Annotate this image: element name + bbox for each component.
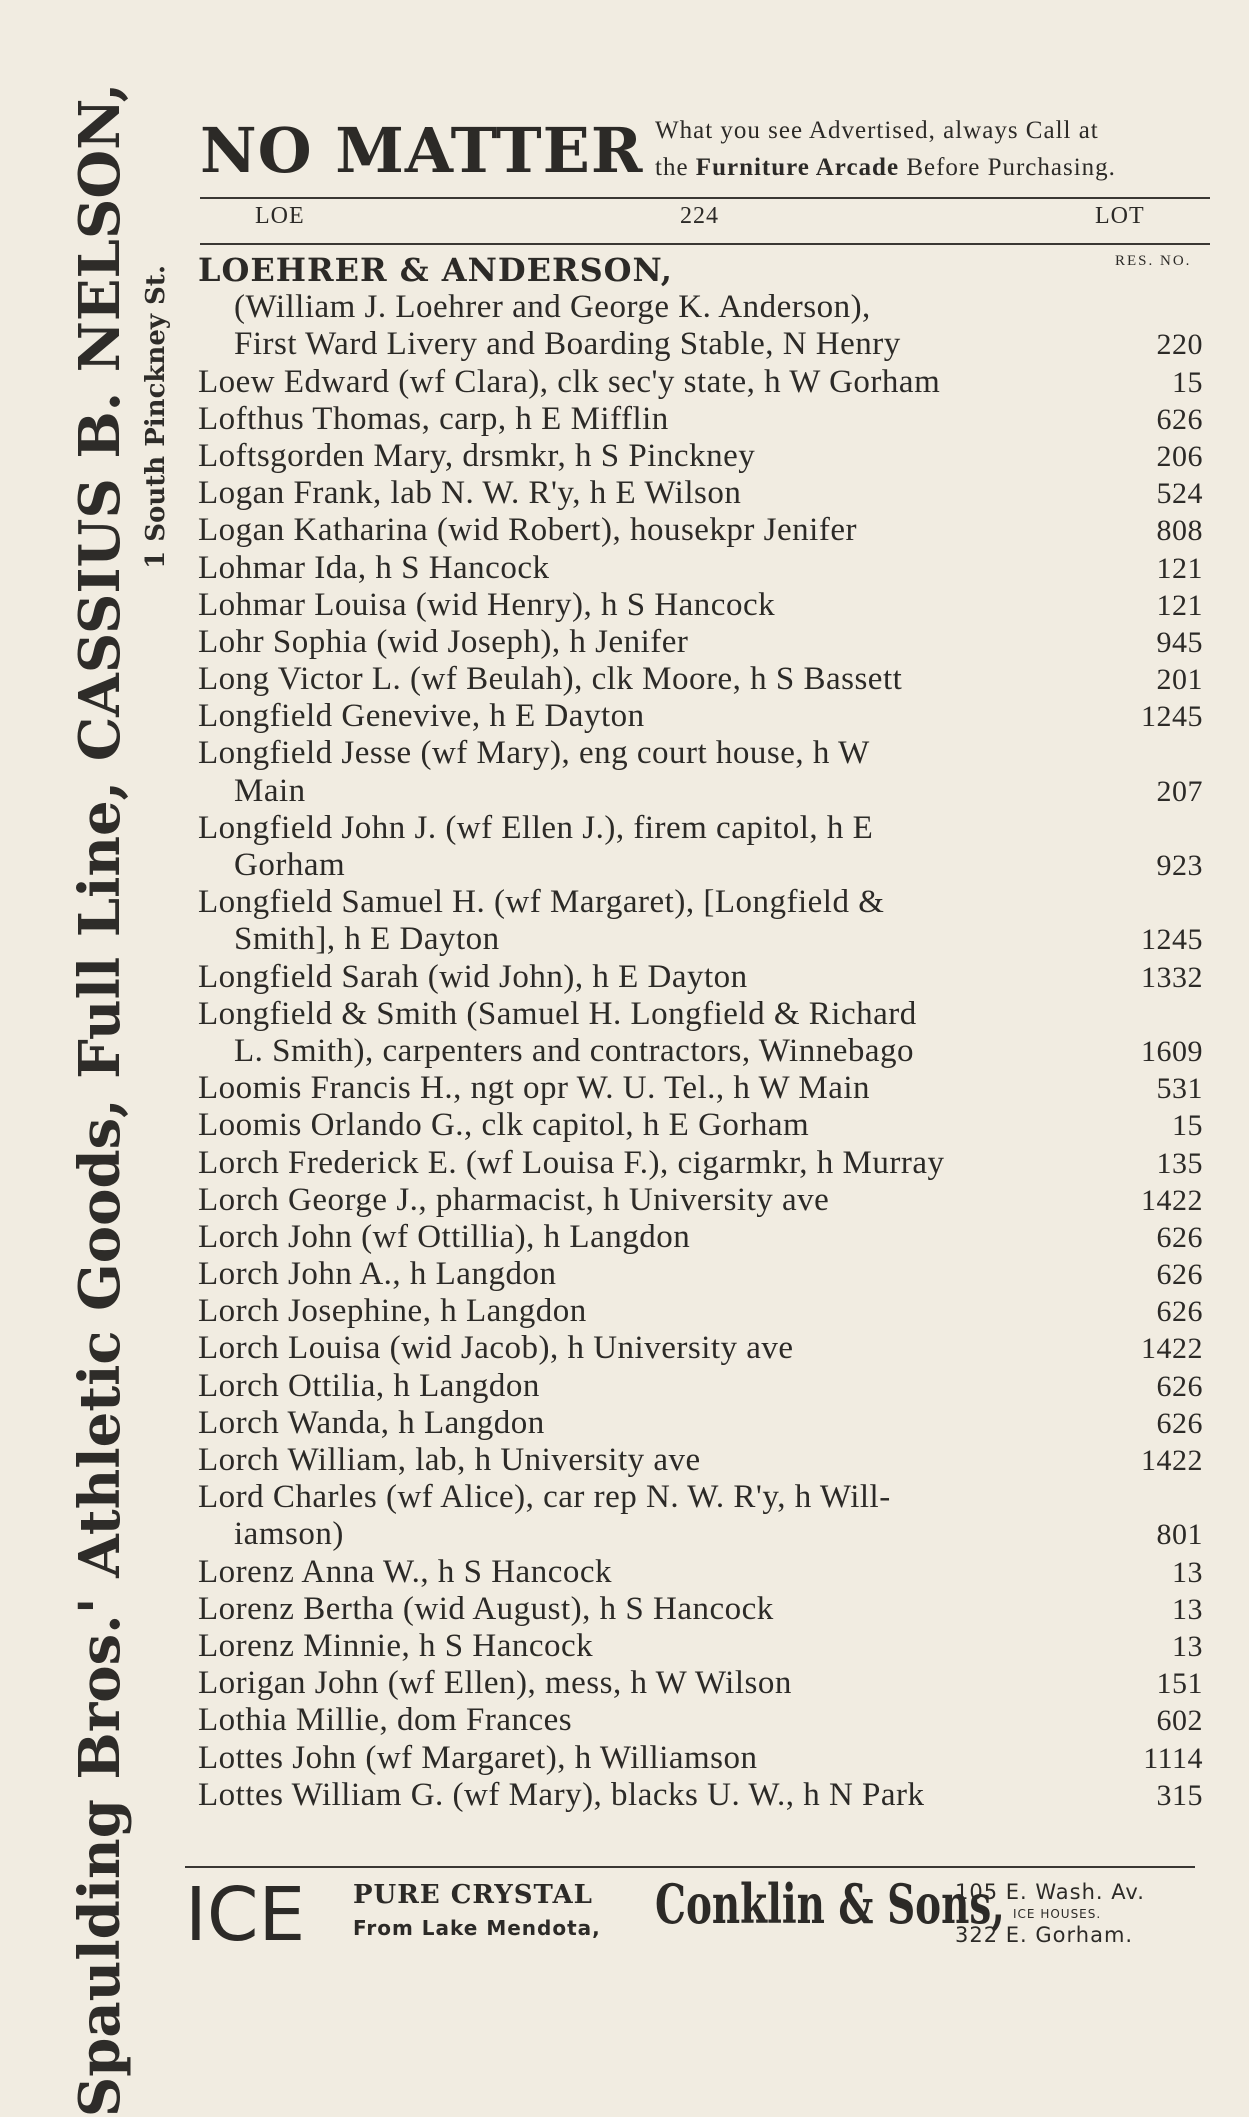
directory-entry [0, 1740, 1249, 1777]
entry-residence-number: 923 [1156, 849, 1203, 882]
res-no-label: RES. NO. [1115, 253, 1192, 269]
entry-text: Lothia Millie, dom Frances [198, 1702, 573, 1739]
directory-entry [0, 1070, 1249, 1107]
directory-entries [0, 252, 1249, 1814]
entry-text: Longfield John J. (wf Ellen J.), firem capitol, h E [198, 809, 874, 846]
ad-pure-crystal: PURE CRYSTAL [353, 1880, 593, 1910]
entry-residence-number: 626 [1156, 1369, 1203, 1403]
entry-residence-number: 626 [1156, 1295, 1203, 1329]
entry-residence-number: 626 [1156, 1406, 1203, 1440]
ad-ice: ICE [185, 1872, 306, 1958]
entry-residence-number: 15 [1172, 1109, 1203, 1143]
entry-text: Loew Edward (wf Clara), clk sec'y state, h W Gorham [198, 363, 941, 400]
entry-residence-number: 121 [1156, 551, 1203, 585]
header-rule-bottom [200, 243, 1210, 245]
entry-residence-number: 1609 [1141, 1034, 1203, 1068]
entry-residence-number: 201 [1156, 663, 1203, 697]
entry-text: Lohmar Ida, h S Hancock [198, 549, 550, 586]
entry-text: Lohr Sophia (wid Joseph), h Jenifer [198, 623, 689, 660]
directory-entry [0, 959, 1249, 996]
ad-from-lake: From Lake Mendota, [353, 1916, 601, 1940]
entry-text: Longfield & Smith (Samuel H. Longfield & Richard [198, 995, 917, 1032]
entry-residence-number: 808 [1156, 514, 1203, 548]
directory-entry [0, 326, 1249, 363]
header-rule-top [200, 197, 1210, 199]
entry-residence-number: 626 [1156, 402, 1203, 436]
top-advertisement [200, 112, 1210, 197]
entry-text: Lorch Ottilia, h Langdon [198, 1367, 540, 1404]
directory-entry [0, 996, 1249, 1033]
entry-residence-number: 1422 [1141, 1183, 1203, 1217]
side-ad-address: 1 South Pinckney St. [141, 265, 171, 569]
entry-text: iamson) [234, 1516, 344, 1553]
directory-entry [0, 1293, 1249, 1330]
ad-line-2 [655, 154, 1116, 182]
entry-text: Longfield Jesse (wf Mary), eng court house, h W [198, 735, 870, 772]
ad-address-1: 105 E. Wash. Av. [955, 1880, 1145, 1904]
entry-residence-number: 15 [1172, 365, 1203, 399]
entry-text: Lottes John (wf Margaret), h Williamson [198, 1739, 758, 1776]
entry-text: Lottes William G. (wf Mary), blacks U. W., h N Park [198, 1776, 925, 1813]
entry-residence-number: 206 [1156, 439, 1203, 473]
directory-entry [0, 1628, 1249, 1665]
directory-entry [0, 735, 1249, 772]
entry-text: Longfield Genevive, h E Dayton [198, 698, 645, 735]
directory-entry [0, 921, 1249, 958]
directory-entry [0, 364, 1249, 401]
entry-residence-number: 315 [1156, 1778, 1203, 1812]
entry-residence-number: 1422 [1141, 1332, 1203, 1366]
entry-text: First Ward Livery and Boarding Stable, N Henry [234, 326, 901, 363]
directory-entry [0, 587, 1249, 624]
ad-line-2-post: Before Purchasing. [906, 154, 1116, 181]
directory-entry [0, 289, 1249, 326]
entry-residence-number: 801 [1156, 1518, 1203, 1552]
entry-text: Loomis Francis H., ngt opr W. U. Tel., h W Main [198, 1070, 871, 1107]
entry-residence-number: 945 [1156, 625, 1203, 659]
directory-entry [0, 847, 1249, 884]
entry-residence-number: 13 [1172, 1629, 1203, 1663]
entry-residence-number: 1114 [1143, 1741, 1203, 1775]
entry-text: Logan Katharina (wid Robert), housekpr Jenifer [198, 512, 857, 549]
ad-line-2-pre: the [655, 154, 689, 181]
entry-residence-number: 1245 [1141, 700, 1203, 734]
entry-residence-number: 626 [1156, 1258, 1203, 1292]
entry-residence-number: 220 [1156, 328, 1203, 362]
ad-line-1: What you see Advertised, always Call at [655, 117, 1099, 144]
entry-residence-number: 1422 [1141, 1444, 1203, 1477]
directory-entry [0, 661, 1249, 698]
entry-text: Logan Frank, lab N. W. R'y, h E Wilson [198, 475, 742, 512]
side-ad-main: Spaulding Bros.' Athletic Goods, Full Line, [67, 780, 133, 2117]
ad-address-label: ICE HOUSES. [1013, 1907, 1102, 1921]
directory-entry [0, 1330, 1249, 1367]
entry-text: Lord Charles (wf Alice), car rep N. W. R'y, h Will- [198, 1479, 891, 1516]
directory-entry [0, 1405, 1249, 1442]
entry-text: Lorch John A., h Langdon [198, 1256, 557, 1293]
directory-entry [0, 1479, 1249, 1516]
side-ad-name: CASSIUS B. NELSON, [67, 82, 133, 762]
entry-residence-number: 1332 [1141, 960, 1203, 994]
entry-text: Lorch John (wf Ottillia), h Langdon [198, 1218, 691, 1255]
entry-text: Longfield Samuel H. (wf Margaret), [Longfield & [198, 884, 885, 921]
directory-entry [0, 1107, 1249, 1144]
entry-text: Loftsgorden Mary, drsmkr, h S Pinckney [198, 437, 756, 474]
entry-text: Smith], h E Dayton [234, 921, 500, 958]
entry-residence-number: 531 [1156, 1072, 1203, 1106]
ad-headline: NO MATTER [200, 114, 644, 187]
running-head-right: LOT [1095, 203, 1145, 229]
entry-residence-number: 13 [1172, 1592, 1203, 1626]
entry-text: Main [234, 772, 306, 809]
entry-residence-number: 602 [1156, 1704, 1203, 1738]
entry-text: Lorch Frederick E. (wf Louisa F.), cigarmkr, h Murray [198, 1144, 945, 1181]
entry-residence-number: 135 [1156, 1146, 1203, 1180]
entry-text: Lorch William, lab, h University ave [198, 1442, 701, 1478]
directory-entry [0, 252, 1249, 289]
directory-entry [0, 1182, 1249, 1219]
running-head-left: LOE [255, 203, 305, 229]
directory-entry [0, 1256, 1249, 1293]
entry-text: L. Smith), carpenters and contractors, Winnebago [234, 1032, 915, 1069]
directory-entry [0, 1219, 1249, 1256]
entry-text: Lorigan John (wf Ellen), mess, h W Wilson [198, 1665, 792, 1702]
entry-text: Longfield Sarah (wid John), h E Dayton [198, 958, 748, 995]
entry-residence-number: 1245 [1141, 923, 1203, 957]
directory-entry [0, 550, 1249, 587]
directory-entry [0, 1777, 1249, 1814]
directory-entry [0, 698, 1249, 735]
directory-entry [0, 1554, 1249, 1591]
entry-text: Lofthus Thomas, carp, h E Mifflin [198, 400, 669, 437]
entry-text: Lorenz Anna W., h S Hancock [198, 1553, 612, 1590]
entry-text: (William J. Loehrer and George K. Anderson), [234, 289, 871, 326]
directory-entry [0, 512, 1249, 549]
directory-entry [0, 624, 1249, 661]
entry-text: Lorch Josephine, h Langdon [198, 1293, 587, 1330]
ad-line-2-bold: Furniture Arcade [695, 154, 900, 181]
page-number: 224 [680, 203, 719, 229]
entry-text: Lorch George J., pharmacist, h University ave [198, 1181, 830, 1218]
entry-residence-number: 524 [1156, 477, 1203, 511]
ad-address-2: 322 E. Gorham. [955, 1923, 1134, 1947]
entry-text: Long Victor L. (wf Beulah), clk Moore, h S Bassett [198, 661, 903, 698]
entry-text: Lorch Wanda, h Langdon [198, 1404, 545, 1441]
ad-company: Conklin & Sons, [655, 1872, 1005, 1936]
directory-entry [0, 884, 1249, 921]
footer-rule [185, 1866, 1195, 1868]
entry-residence-number: 121 [1156, 588, 1203, 622]
directory-entry [0, 1368, 1249, 1405]
entry-text: Lohmar Louisa (wid Henry), h S Hancock [198, 586, 776, 623]
directory-entry [0, 438, 1249, 475]
entry-text: Lorenz Minnie, h S Hancock [198, 1627, 594, 1664]
directory-entry [0, 773, 1249, 810]
entry-text: Gorham [234, 847, 346, 883]
entry-residence-number: 207 [1156, 774, 1203, 808]
entry-residence-number: 13 [1172, 1555, 1203, 1589]
directory-entry [0, 1702, 1249, 1739]
entry-residence-number: 626 [1156, 1220, 1203, 1254]
directory-entry [0, 1145, 1249, 1182]
entry-text: Lorch Louisa (wid Jacob), h University ave [198, 1330, 794, 1367]
entry-text: Lorenz Bertha (wid August), h S Hancock [198, 1590, 774, 1627]
directory-entry [0, 1442, 1249, 1479]
entry-text: Loomis Orlando G., clk capitol, h E Gorham [198, 1107, 810, 1144]
directory-entry [0, 1516, 1249, 1553]
directory-entry [0, 1033, 1249, 1070]
directory-entry [0, 1591, 1249, 1628]
directory-entry [0, 810, 1249, 847]
entry-residence-number: 151 [1156, 1667, 1203, 1701]
entry-text: LOEHRER & ANDERSON, [198, 251, 673, 289]
directory-entry [0, 1665, 1249, 1702]
bottom-advertisement [185, 1872, 1215, 1958]
directory-entry [0, 475, 1249, 512]
directory-entry [0, 401, 1249, 438]
